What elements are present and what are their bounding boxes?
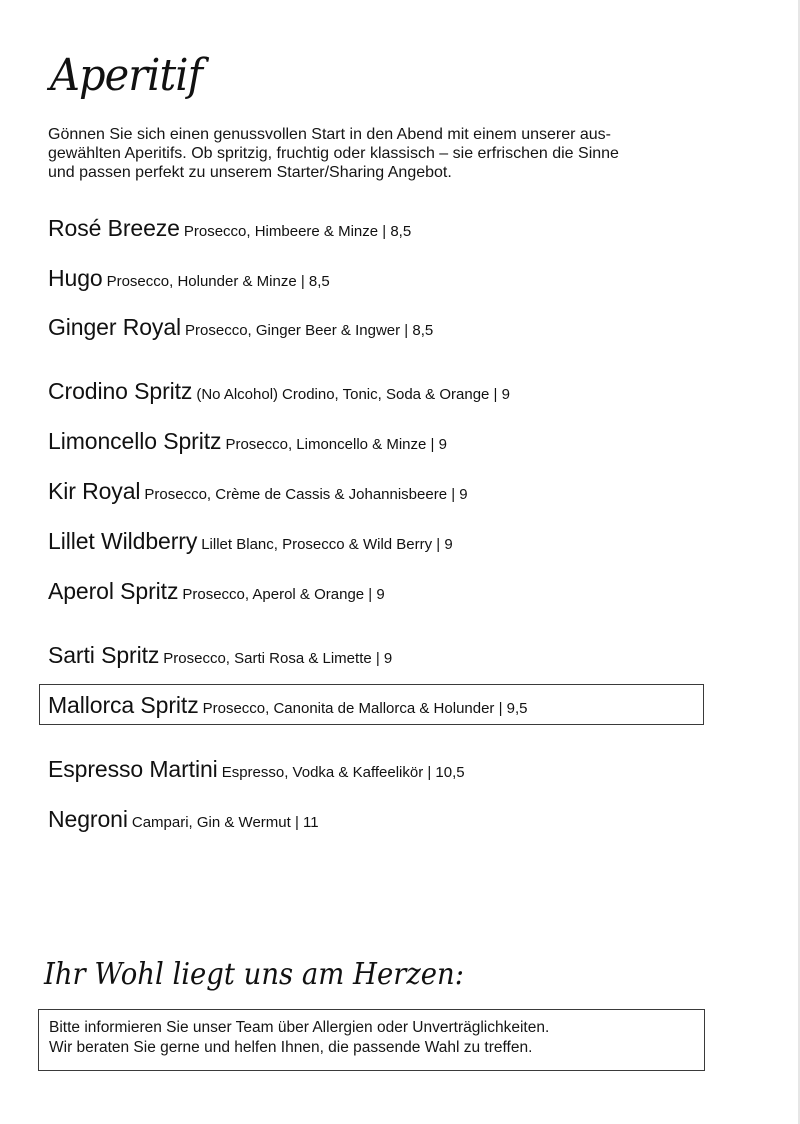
drink-description: Prosecco, Aperol & Orange | 9 [182, 586, 385, 603]
drink-description: Lillet Blanc, Prosecco & Wild Berry | 9 [201, 536, 453, 553]
menu-item-featured [48, 692, 528, 719]
drink-note: (No Alcohol) [196, 386, 279, 403]
drink-description: Prosecco, Ginger Beer & Ingwer | 8,5 [185, 322, 434, 339]
menu-item [48, 265, 330, 292]
menu-item [48, 642, 392, 669]
drink-name: Lillet Wildberry [48, 528, 198, 554]
drink-description: Prosecco, Himbeere & Minze | 8,5 [183, 223, 412, 240]
drink-description: Crodino, Tonic, Soda & Orange | 9 [282, 386, 510, 403]
intro-line: und passen perfekt zu unserem Starter/Sharing Angebot. [48, 164, 452, 181]
allergy-info-box [38, 1009, 705, 1071]
section-title-text: Aperitif [46, 50, 210, 101]
menu-item [48, 528, 453, 555]
drink-name: Rosé Breeze [48, 215, 180, 241]
drink-description: Espresso, Vodka & Kaffeelikör | 10,5 [221, 764, 465, 781]
drink-name: Espresso Martini [48, 756, 218, 782]
section-title [46, 40, 216, 110]
intro-line: gewählten Aperitifs. Ob spritzig, fruchtig oder klassisch – sie erfrischen die Sinne [48, 145, 619, 162]
drink-description: Prosecco, Holunder & Minze | 8,5 [106, 273, 330, 290]
menu-item [48, 314, 433, 341]
drink-name: Crodino Spritz [48, 378, 193, 404]
info-line: Bitte informieren Sie unser Team über Allergien oder Unverträglichkeiten. [49, 1019, 550, 1036]
drink-name: Kir Royal [48, 478, 141, 504]
menu-item [48, 215, 411, 242]
drink-description: Campari, Gin & Wermut | 11 [131, 814, 319, 831]
menu-item [48, 428, 447, 455]
menu-item [48, 478, 468, 505]
menu-item [48, 756, 465, 783]
drink-description: Prosecco, Crème de Cassis & Johannisbeere | 9 [144, 486, 468, 503]
intro-text [48, 125, 728, 182]
closing-title-text: Ihr Wohl liegt uns am Herzen: [43, 957, 464, 992]
drink-description: Prosecco, Canonita de Mallorca & Holunder | 9,5 [202, 700, 528, 717]
info-line: Wir beraten Sie gerne und helfen Ihnen, die passende Wahl zu treffen. [49, 1039, 533, 1056]
intro-line: Gönnen Sie sich einen genussvollen Start in den Abend mit einem unserer aus- [48, 126, 612, 143]
menu-item [48, 806, 319, 833]
menu-item [48, 378, 510, 405]
drink-name: Aperol Spritz [48, 578, 179, 604]
drink-description: Prosecco, Limoncello & Minze | 9 [225, 436, 447, 453]
menu-item [48, 578, 385, 605]
drink-name: Sarti Spritz [48, 642, 160, 668]
drink-name: Negroni [48, 806, 128, 832]
drink-name: Ginger Royal [48, 314, 182, 340]
drink-name: Mallorca Spritz [48, 692, 199, 718]
drink-name: Hugo [48, 265, 103, 291]
drink-name: Limoncello Spritz [48, 428, 222, 454]
drink-description: Prosecco, Sarti Rosa & Limette | 9 [163, 650, 393, 667]
closing-title [42, 950, 472, 1000]
